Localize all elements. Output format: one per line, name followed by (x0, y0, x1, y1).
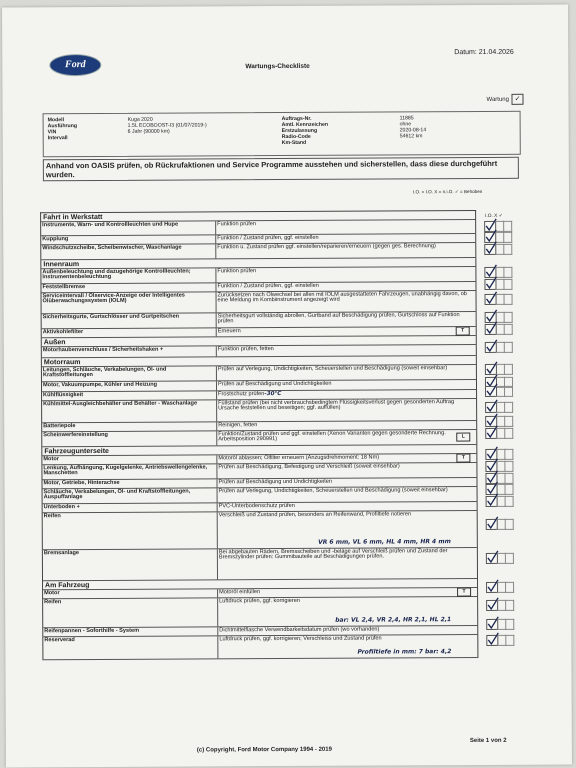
label-auftrag: Auftrags-Nr. (281, 115, 312, 123)
label-modell: Modell (47, 117, 65, 124)
type-box: T (457, 588, 471, 597)
item-label: Motor, Getriebe, Hinterachse (42, 479, 217, 488)
section-title: Innenraum (41, 258, 475, 269)
fixed-checkbox[interactable] (503, 221, 512, 232)
fixed-checkbox[interactable] (505, 496, 514, 507)
label-erstzulassung: Erstzulassung (281, 127, 318, 135)
info-right-values (400, 115, 427, 139)
instruction-text: Reinigen, fetten (218, 421, 258, 428)
item-instruction (218, 511, 477, 548)
fixed-checkbox[interactable] (504, 294, 513, 305)
fixed-checkbox[interactable] (504, 461, 513, 472)
item-label: Leitungen, Schläuche, Verkabelungen, Öl- und Kraftstoffleitungen (42, 366, 217, 381)
page-number: Seite 1 von 2 (469, 737, 507, 745)
item-instruction (216, 267, 475, 282)
instruction-text: Funktion/Zustand prüfen und ggf. einstellen (Xenon Varianten gegen gesonderte Rechnung. Arbeitsposition 290991) (218, 429, 446, 443)
instruction-text: Funktion prüfen, fetten (217, 345, 274, 352)
info-left-labels (48, 117, 78, 141)
fixed-checkbox[interactable] (504, 472, 513, 483)
item-instruction (217, 463, 476, 478)
fixed-checkbox[interactable] (505, 619, 514, 630)
wartung-label: Wartung (486, 96, 509, 103)
fixed-checkbox[interactable] (504, 364, 513, 375)
item-instruction (216, 220, 475, 234)
instruction-text: Prüfen auf Verlegung, Undichtigkeiten, Scheuerstellen und Beschädigung (soweit einsehbar) (218, 486, 448, 494)
instruction-text: Füllstand prüfen (bei nicht verbrauchsbedingtem Flüssigkeitsverlust gegen gesonderten Auftrag Ursache feststellen und beseitigen; ggf. auffüllen) (218, 398, 455, 412)
instruction-text: Bei abgebauten Rädern, Bremsscheiben und -beläge auf Verschleiß prüfen und Zustand der Bremszylinder prüfen: Gummibauteile auf Beschädigungen prüfen. (218, 547, 448, 561)
instruction-text: Prüfen auf Beschädigung und Undichtigkeiten (217, 380, 332, 387)
label-kmstand: Km-Stand (281, 139, 307, 147)
checklist-table (40, 210, 478, 660)
value-modell: Kuga 2020 (127, 116, 153, 123)
item-instruction (217, 399, 476, 421)
checklist-paper (2, 5, 572, 768)
handwritten-measurements: Profiltiefe in mm: 7 bar: 4,2 (357, 648, 452, 656)
label-intervall: Intervall (47, 135, 68, 142)
info-right-labels (282, 116, 329, 146)
section-title: Fahrt in Werkstatt (41, 211, 475, 222)
item-instruction (218, 597, 477, 626)
handwritten-measurements: VR 6 mm, VL 6 mm, HL 4 mm, HR 4 mm (318, 538, 451, 546)
label-kennzeichen: Amtl. Kennzeichen (281, 121, 329, 129)
fixed-checkbox[interactable] (504, 449, 513, 460)
item-label: Sicherheitsgurte, Gurtschlösser und Gurtpeitschen (42, 313, 217, 328)
item-label: Reserverad (43, 636, 218, 659)
item-label: Kühlflüssigkeit (42, 391, 217, 400)
vehicle-info-box (43, 111, 521, 158)
fixed-checkbox[interactable] (503, 267, 512, 278)
item-label: Außenbeleuchtung und dazugehörige Kontrollleuchten; Instrumentenbeleuchtung (41, 268, 216, 283)
item-instruction (217, 291, 476, 312)
item-instruction (217, 312, 476, 327)
checklist-row (43, 597, 477, 628)
page-title: Wartungs-Checkliste (245, 62, 310, 71)
item-label: Unterboden + (43, 503, 218, 512)
instruction-text: Erneuern (217, 327, 241, 334)
item-instruction (217, 365, 476, 380)
item-instruction (217, 454, 476, 463)
item-instruction (216, 243, 475, 258)
item-label: Lenkung, Aufhängung, Kugelgelenke, Antriebswellengelenke, Manschetten (42, 464, 217, 479)
fixed-checkbox[interactable] (504, 312, 513, 323)
handwritten-measurements: bar: VL 2,4, VR 2,4, HR 2,1, HL 2,1 (335, 616, 452, 624)
item-instruction (218, 635, 477, 658)
item-label: Windschutzscheibe, Scheibenwischer, Waschanlage (41, 244, 216, 259)
checklist-row (43, 548, 477, 581)
fixed-checkbox[interactable] (504, 323, 513, 334)
item-label: Instrumente, Warn- und Kontrollleuchten und Hupe (41, 221, 216, 235)
instruction-text: Funktion prüfen (217, 267, 257, 274)
fixed-checkbox[interactable] (503, 279, 512, 290)
check-column-header: I.O. X ✓ (485, 213, 503, 219)
item-label: Reifenpannen - Soforthilfe - System (43, 627, 218, 636)
fixed-checkbox[interactable] (504, 386, 513, 397)
instruction-text: Verschleiß und Zustand prüfen, besonders an Reifenwand, Profiltiefe notieren (218, 510, 412, 518)
instruction-text: Zurücksetzen nach Ölwechsel bei allen mit IOLM ausgestatteten Fahrzeugen, unabhängig davon, ob eine Meldung im Kombiinstrument angezeigt wird (217, 290, 467, 304)
item-instruction (216, 234, 475, 243)
instruction-text: Funktion / Zustand prüfen, ggf. einstellen (217, 234, 319, 241)
item-label: Kupplung (41, 235, 216, 244)
legend: I.O. = I.O. X = n.i.O. ✓ = Behoben (412, 188, 483, 195)
fixed-checkbox[interactable] (504, 342, 513, 353)
value-kmstand: 54612 km (399, 133, 423, 140)
value-intervall: 6 Jahr (90000 km) (127, 128, 170, 135)
label-ausfuehrung: Ausführung (47, 123, 78, 130)
item-label: Batteriepole (42, 422, 217, 431)
fixed-checkbox[interactable] (505, 553, 514, 564)
handwritten-value: -30°C (264, 390, 282, 397)
fixed-checkbox[interactable] (503, 232, 512, 243)
fixed-checkbox[interactable] (505, 519, 514, 530)
date-label: Datum: (454, 49, 477, 57)
item-instruction (217, 380, 476, 390)
instruction-text: Luftdruck prüfen, ggf. korrigieren; Verschleiss und Zustand prüfen (219, 635, 382, 642)
item-label: Feststellbremse (41, 283, 216, 292)
item-label: Bremsanlage (43, 549, 218, 580)
item-label: Motor, Vakuumpumpe, Kühler und Heizung (42, 381, 217, 391)
item-label: Motorhaubenverschluss / Sicherheitshaken + (42, 346, 217, 357)
item-label: Reifen (43, 512, 218, 549)
instruction-text: Prüfen auf Verlegung, Undichtigkeiten, Scheuerstellen und Beschädigung (soweit einsehbar) (217, 364, 448, 372)
instruction-text: Dichtmittelflasche Verwendbarkeitsdatum prüfen (wo vorhanden) (219, 626, 380, 633)
fixed-checkbox[interactable] (504, 428, 513, 439)
fixed-checkbox[interactable] (505, 635, 514, 646)
item-instruction (218, 588, 477, 597)
instruction-text: Prüfen auf Beschädigung und Undichtigkeiten (218, 478, 333, 485)
item-instruction (218, 502, 477, 511)
item-instruction (217, 430, 476, 445)
fixed-checkbox[interactable] (504, 416, 513, 427)
item-label: Kühlmittel-Ausgleichbehälter und Behälter - Waschanlage (42, 400, 217, 422)
item-label: Reifen (43, 598, 218, 627)
section-title: Fahrzeugunterseite (42, 445, 476, 456)
value-kennzeichen: ohne (399, 121, 412, 128)
type-box: T (456, 327, 470, 336)
type-box: L (456, 433, 470, 442)
item-instruction (218, 548, 477, 579)
check-column (2, 5, 568, 8)
item-instruction (217, 327, 476, 336)
date-value: 21.04.2026 (478, 48, 514, 56)
section-title: Außen (42, 336, 476, 347)
item-instruction (217, 345, 476, 356)
item-instruction (218, 626, 477, 635)
instruction-text: Frostschutz prüfen (218, 390, 265, 397)
fixed-checkbox[interactable] (503, 243, 512, 254)
instruction-text: Motoröl ablassen; Ölfilter erneuern (Anzugsdrehmoment: 18 Nm) (218, 454, 380, 461)
instruction-text: PVC-Unterbodenschutz prüfen (218, 502, 295, 509)
instruction-text: Luftdruck prüfen, ggf. korrigieren (219, 597, 300, 604)
copyright-footer: (c) Copyright, Ford Motor Company 1994 - 2019 (196, 746, 332, 754)
instruction-text: Funktion prüfen (217, 220, 257, 227)
instruction-text: Prüfen auf Beschädigung, Befestigung und Verschleiß (soweit einsehbar) (218, 462, 400, 470)
fixed-checkbox[interactable] (505, 581, 514, 592)
instruction-text: Motoröl einfüllen (219, 588, 261, 595)
instruction-text: Funktion u. Zustand prüfen ggf. einstellen/reparieren/erneuern (gegen ges. Berechnung) (217, 242, 436, 250)
fixed-checkbox[interactable] (505, 600, 514, 611)
date-line (454, 49, 514, 56)
fixed-checkbox[interactable] (505, 484, 514, 495)
oasis-notice: Anhand von OASIS prüfen, ob Rückrufaktionen und Service Programme ausstehen und sicherstellen, dass diese durchgeführt wurden. (43, 157, 519, 181)
item-label: Motor (42, 455, 217, 464)
checklist-row (42, 291, 476, 314)
section-title: Motorraum (42, 356, 476, 367)
item-instruction (218, 487, 477, 502)
item-label: Scheinwerfereinstellung (42, 431, 217, 446)
ford-logo: Ford (49, 54, 101, 76)
label-vin: VIN (47, 129, 57, 136)
item-label: Schläuche, Verkabelungen, Öl- und Kraftstoffleitungen, Auspuffanlage (43, 488, 218, 503)
instruction-text: Sicherheitsgurt vollständig abrollen, Gurtband auf Beschädigung prüfen, Gurtschloss auf Funktion prüfen (217, 311, 460, 325)
value-erstzulassung: 2020-08-14 (399, 127, 427, 134)
item-label: Aktivkohlefilter (42, 328, 217, 337)
item-label: Motor (43, 589, 218, 598)
value-auftrag: 11885 (399, 115, 414, 122)
item-label: Serviceintervall / Ölservice-Anzeige oder Intelligentes Ölüberwachungssystem (IOLM) (42, 292, 217, 313)
label-radiocode: Radio-Code (281, 133, 311, 141)
instruction-text: Funktion / Zustand prüfen, ggf. einstellen (217, 282, 319, 289)
checklist-row (42, 399, 476, 423)
value-ausfuehrung: 1.5L ECOBOOST-I3 (01/07/2019-) (127, 122, 207, 129)
wartung-checkbox[interactable]: ✓ (511, 94, 523, 105)
checklist-row (43, 635, 477, 660)
checklist-row (43, 511, 477, 550)
info-left-values (128, 116, 207, 134)
section-title: Am Fahrzeug (43, 579, 477, 590)
type-box: T (456, 454, 470, 463)
fixed-checkbox[interactable] (504, 401, 513, 412)
